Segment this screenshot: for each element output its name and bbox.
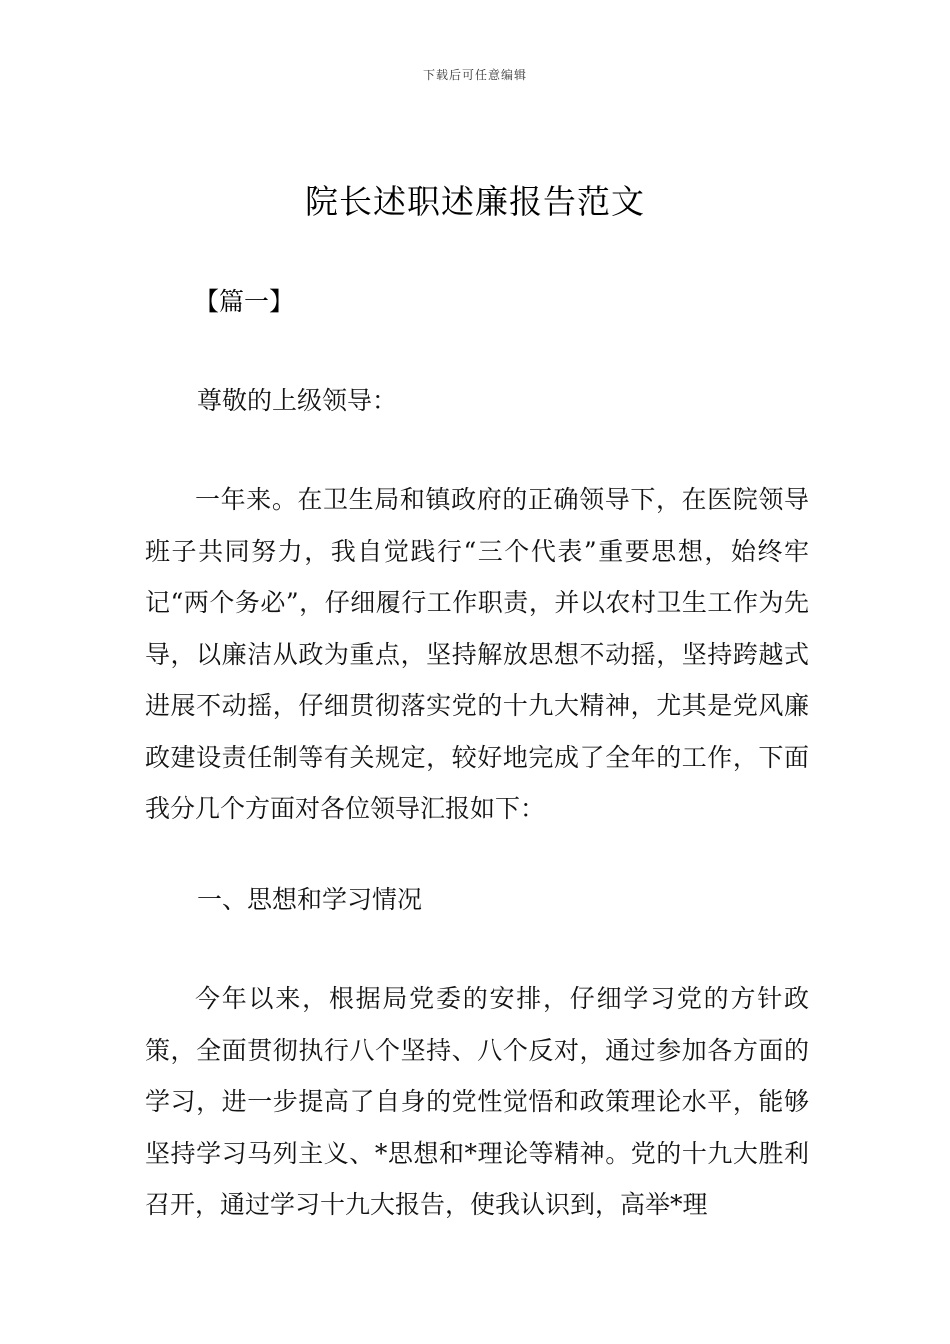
section-heading-1: 一、思想和学习情况 [197,885,423,914]
body-paragraph-1: 一年来。在卫生局和镇政府的正确领导下，在医院领导班子共同努力，我自觉践行“三个代表”重要思想，始终牢记“两个务必”，仔细履行工作职责，并以农村卫生工作为先导，以廉洁从政为重点，坚持解放思想不动摇，坚持跨越式进展不动摇，仔细贯彻落实党的十九大精神，尤其是党风廉政建设责任制等有关规定，较好地完成了全年的工作，下面我分几个方面对各位领导汇报如下： [145,485,809,823]
salutation: 尊敬的上级领导： [197,386,398,415]
page-header-note: 下载后可任意编辑 [422,68,527,82]
section-label: 【篇一】 [194,287,295,316]
document-title: 院长述职述廉报告范文 [305,182,645,221]
body-paragraph-2: 今年以来，根据局党委的安排，仔细学习党的方针政策，全面贯彻执行八个坚持、八个反对，通过参加各方面的学习，进一步提高了自身的党性觉悟和政策理论水平，能够坚持学习马列主义、*思想和*理论等精神。党的十九大胜利召开，通过学习十九大报告，使我认识到，高举*理 [145,984,809,1219]
